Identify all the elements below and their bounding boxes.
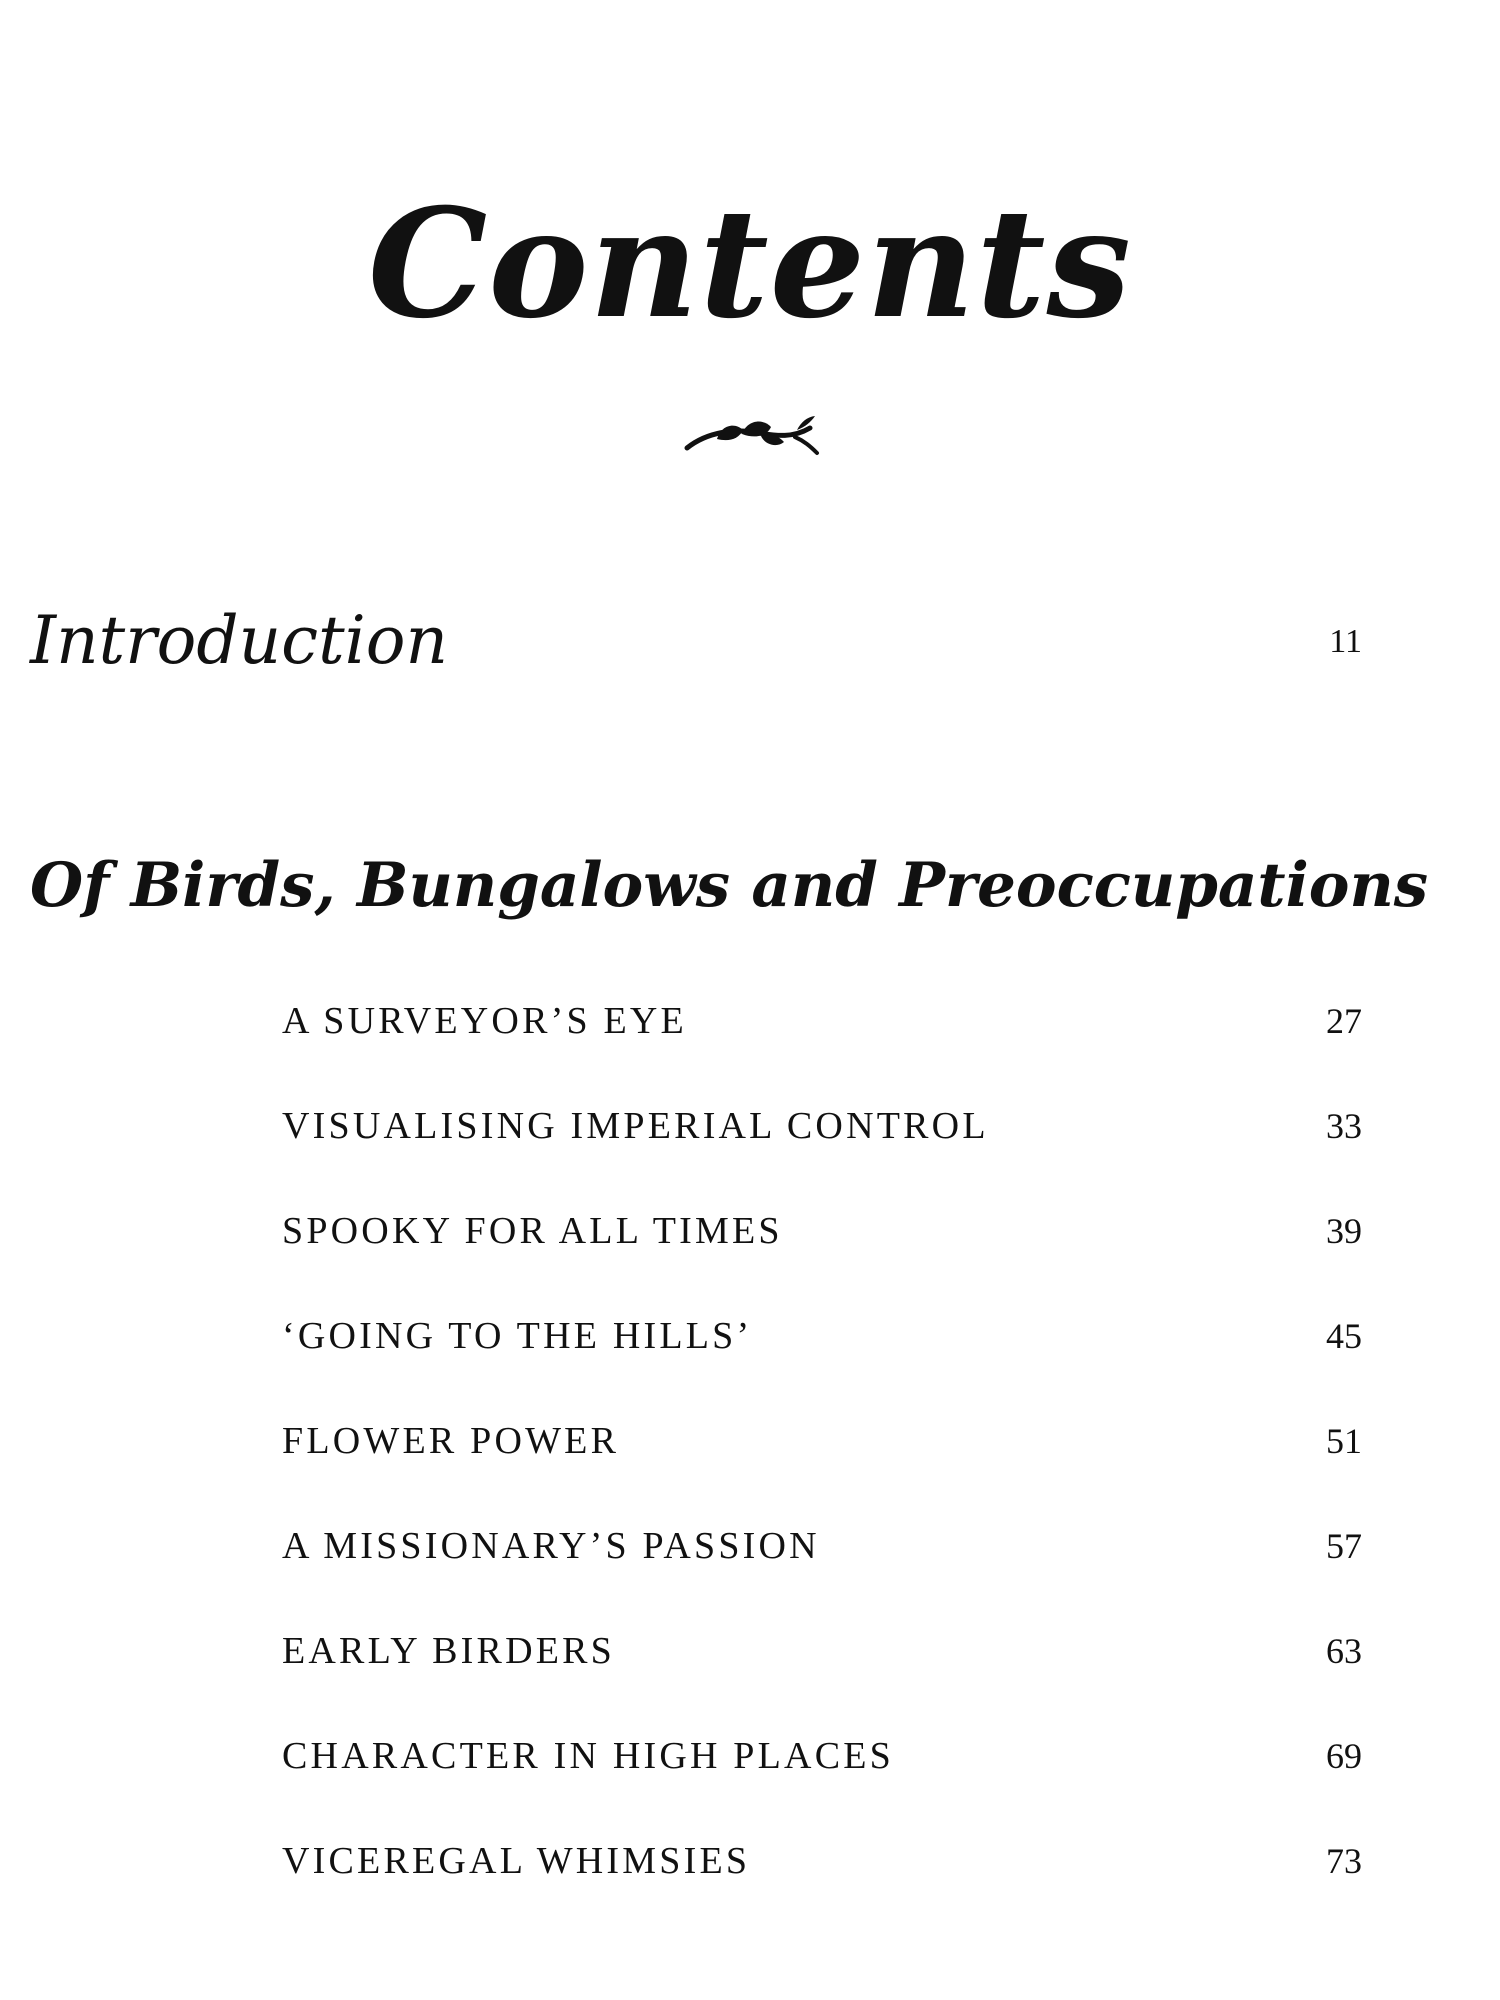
toc-entry-title: A MISSIONARY’S PASSION xyxy=(282,1525,820,1567)
toc-entry[interactable] xyxy=(282,1521,1362,1626)
toc-entry-page-number: 69 xyxy=(1326,1736,1362,1776)
toc-entry-title: A SURVEYOR’S EYE xyxy=(282,1000,687,1042)
section-heading: Of Birds, Bungalows and Preoccupations xyxy=(30,849,1429,921)
toc-entry-title: FLOWER POWER xyxy=(282,1420,620,1462)
toc-entry-title: CHARACTER IN HIGH PLACES xyxy=(282,1735,894,1777)
toc-entry-title: SPOOKY FOR ALL TIMES xyxy=(282,1210,783,1252)
toc-entry[interactable] xyxy=(282,1731,1362,1836)
toc-entry-page-number: 39 xyxy=(1326,1211,1362,1251)
toc-entry[interactable] xyxy=(282,1626,1362,1731)
toc-entry-page-number: 51 xyxy=(1326,1421,1362,1461)
toc-entry[interactable] xyxy=(282,1206,1362,1311)
toc-entry[interactable] xyxy=(282,996,1362,1101)
toc-entry[interactable] xyxy=(282,1416,1362,1521)
toc-entry-page-number: 73 xyxy=(1326,1841,1362,1881)
toc-entry-introduction[interactable] xyxy=(30,596,1362,686)
toc-entry-title: Introduction xyxy=(30,602,448,679)
toc-entry-page-number: 63 xyxy=(1326,1631,1362,1671)
toc-entry[interactable] xyxy=(282,1101,1362,1206)
toc-entry-title: VICEREGAL WHIMSIES xyxy=(282,1840,751,1882)
toc-entry[interactable] xyxy=(282,1836,1362,1941)
toc-entry[interactable] xyxy=(282,1311,1362,1416)
toc-entry-page-number: 33 xyxy=(1326,1106,1362,1146)
toc-entry-title: ‘GOING TO THE HILLS’ xyxy=(282,1315,753,1357)
page-title: Contents xyxy=(367,175,1132,352)
toc-entry-title: VISUALISING IMPERIAL CONTROL xyxy=(282,1105,989,1147)
toc-entry-page-number: 27 xyxy=(1326,1001,1362,1041)
leaf-vine-ornament-icon xyxy=(683,408,823,458)
toc-entry-title: EARLY BIRDERS xyxy=(282,1630,616,1672)
chapter-list xyxy=(282,996,1362,1941)
toc-entry-page-number: 45 xyxy=(1326,1316,1362,1356)
toc-entry-page-number: 11 xyxy=(1329,623,1362,660)
toc-entry-page-number: 57 xyxy=(1326,1526,1362,1566)
